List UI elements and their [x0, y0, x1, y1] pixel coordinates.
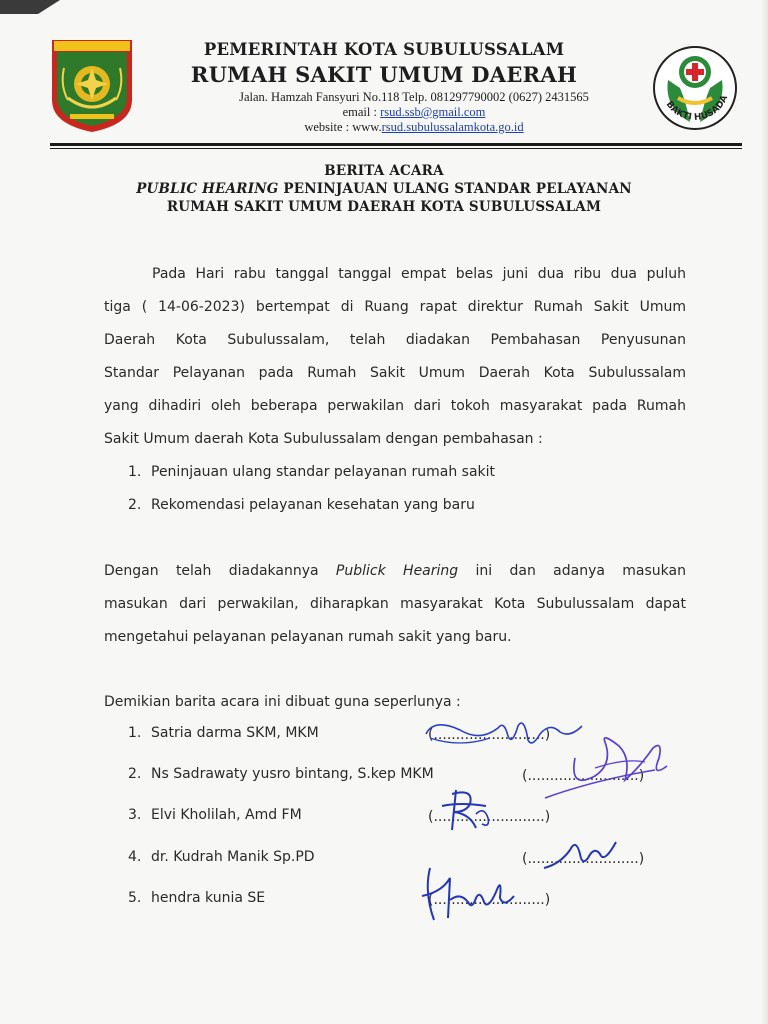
closing-paragraph [104, 686, 686, 719]
attendee-row [128, 766, 434, 782]
paragraph-line: mengetahui pelayanan pelayanan rumah sakit yang baru. [104, 629, 512, 645]
attendee-row [128, 725, 319, 741]
text-run-italic: Publick Hearing [335, 563, 459, 579]
opening-paragraph [104, 258, 686, 456]
website-label: website : www. [304, 120, 382, 134]
hospital-name: RUMAH SAKIT UMUM DAERAH [190, 62, 578, 87]
list-text: Peninjauan ulang standar pelayanan rumah sakit [151, 464, 496, 480]
text-run: ini dan adanya masukan [458, 563, 686, 579]
attendee-row [128, 807, 302, 823]
attendee-number: 5. [128, 890, 142, 906]
list-number: 2. [128, 497, 142, 513]
attendee-number: 2. [128, 766, 142, 782]
paragraph-line: yang dihadiri oleh beberapa perwakilan dari tokoh masyarakat pada Rumah [104, 398, 686, 414]
list-text: Rekomendasi pelayanan kesehatan yang baru [151, 497, 475, 513]
signature-line: (.........................) [428, 727, 551, 743]
document-title: BERITA ACARA [324, 163, 444, 179]
paragraph-line: tiga ( 14-06-2023) bertempat di Ruang rapat direktur Rumah Sakit Umum [104, 299, 686, 315]
attendee-number: 1. [128, 725, 142, 741]
paragraph-line: Sakit Umum daerah Kota Subulussalam dengan pembahasan : [104, 431, 543, 447]
attendee-name: Satria darma SKM, MKM [151, 725, 319, 741]
handwritten-signature-icon [430, 784, 500, 836]
email-line [174, 105, 654, 120]
bakti-husada-logo-icon [650, 42, 740, 134]
signature-line: (.........................) [522, 851, 645, 867]
list-number: 1. [128, 464, 142, 480]
scan-corner-mark [0, 0, 60, 14]
website-line [174, 120, 654, 135]
attendee-row [128, 849, 315, 865]
signature-line: (.........................) [428, 809, 551, 825]
handwritten-signature-icon [540, 834, 620, 874]
agenda-list [128, 456, 495, 522]
email-label: email : [342, 105, 377, 119]
handwritten-signature-icon [535, 728, 675, 804]
letterhead-contact [174, 90, 654, 135]
paragraph-line [104, 555, 686, 588]
closing-line: Demikian barita acara ini dibuat guna seperlunya : [104, 694, 461, 710]
attendee-row [128, 890, 265, 906]
attendee-number: 3. [128, 807, 142, 823]
paragraph-line: Standar Pelayanan pada Rumah Sakit Umum Daerah Kota Subulussalam [104, 365, 686, 381]
letterhead-rule-thick [50, 143, 742, 146]
paragraph-line: masukan dari perwakilan, diharapkan masyarakat Kota Subulussalam dapat [104, 596, 686, 612]
attendee-name: Ns Sadrawaty yusro bintang, S.kep MKM [151, 766, 434, 782]
government-name: PEMERINTAH KOTA SUBULUSSALAM [203, 40, 565, 59]
signature-line: (.........................) [522, 768, 645, 784]
conclusion-paragraph [104, 555, 686, 654]
document-subtitle [0, 181, 768, 197]
attendee-name: hendra kunia SE [151, 890, 266, 906]
address-text: Jalan. Hamzah Fansyuri No.118 Telp. 081297790002 (0627) 2431565 [239, 90, 589, 104]
website-link[interactable]: rsud.subulussalamkota.go.id [381, 120, 524, 134]
handwritten-signature-icon [418, 862, 528, 926]
text-run: Dengan telah diadakannya [104, 563, 336, 579]
paragraph-line: Pada Hari rabu tanggal tanggal empat belas juni dua ribu dua puluh [152, 266, 686, 282]
document-subtitle-2: RUMAH SAKIT UMUM DAERAH KOTA SUBULUSSALAM [166, 199, 602, 215]
paragraph-line: Daerah Kota Subulussalam, telah diadakan Pembahasan Penyusunan [104, 332, 686, 348]
attendee-name: Elvi Kholilah, Amd FM [151, 807, 302, 823]
list-item [128, 489, 495, 522]
subtitle-rest: PENINJAUAN ULANG STANDAR PELAYANAN [278, 181, 632, 197]
subtitle-italic: PUBLIC HEARING [136, 181, 279, 197]
email-link[interactable]: rsud.ssb@gmail.com [380, 105, 486, 119]
signature-line: (.........................) [428, 892, 551, 908]
list-item [128, 456, 495, 489]
letterhead-rule-thin [50, 148, 742, 149]
attendee-number: 4. [128, 849, 142, 865]
svg-text:BAKTI HUSADA: BAKTI HUSADA [663, 93, 731, 124]
attendee-name: dr. Kudrah Manik Sp.PD [151, 849, 315, 865]
page-edge [762, 0, 768, 1024]
